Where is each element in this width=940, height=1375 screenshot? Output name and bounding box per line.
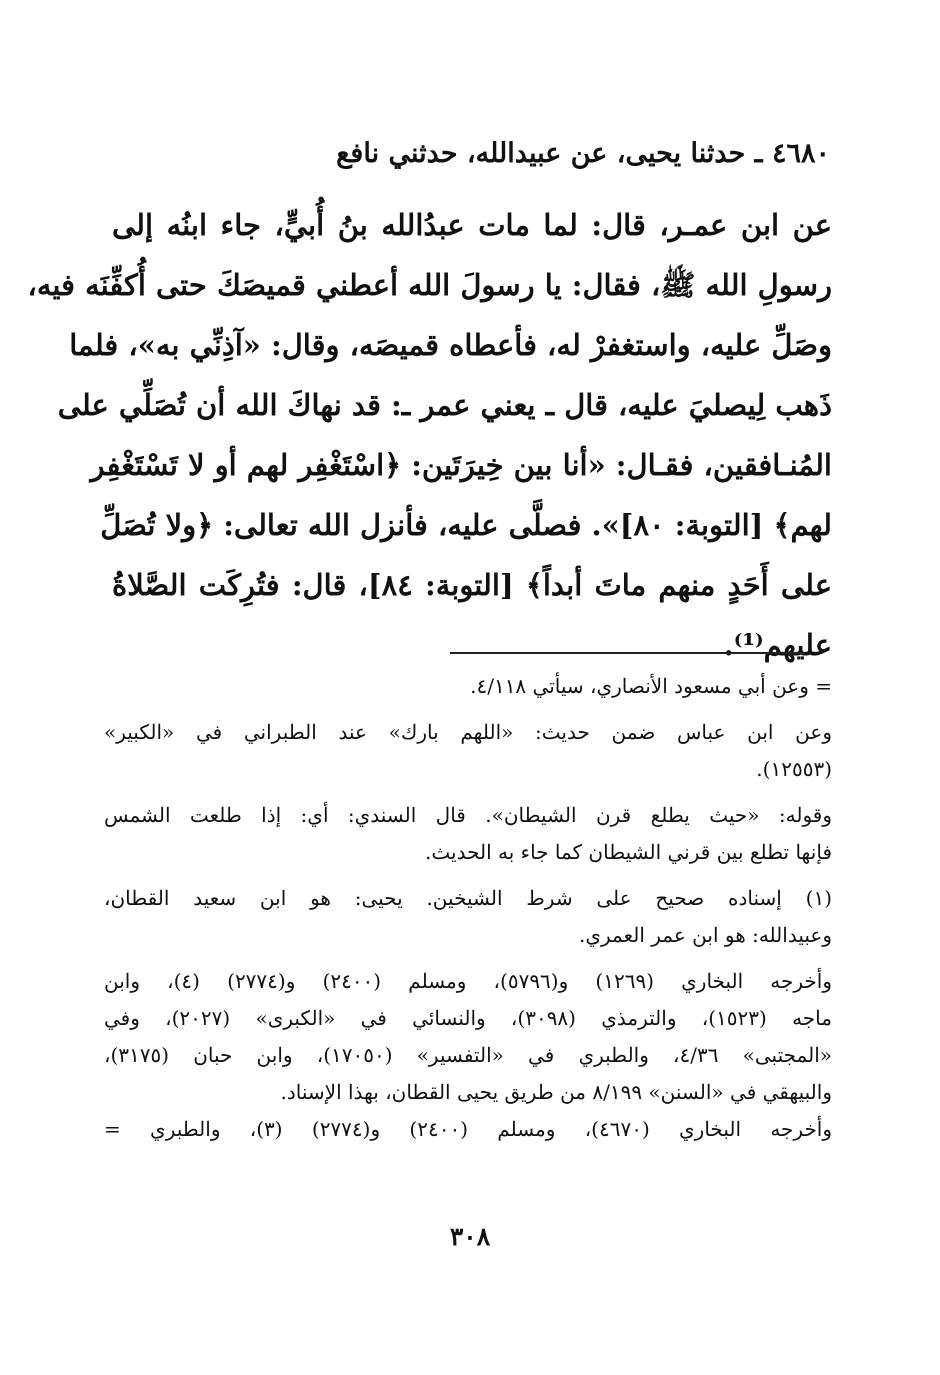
footnotes: [104, 668, 832, 1148]
main-text-line: عليهم⁽¹⁾.: [723, 628, 832, 662]
page-number: ٣٠٨: [449, 1222, 491, 1251]
footnote-line: وعن ابن عباس ضمن حديث: «اللهم بارك» عند الطبراني في «الكبير»: [104, 720, 832, 744]
main-text-line: المُنـافقين، فقـال: «أنا بين خِيرَتَين: ﴿اسْتَغْفِر لهم أو لا تَسْتَغْفِر: [90, 448, 832, 482]
footnote-line: والبيهقي في «السنن» ٨/١٩٩ من طريق يحيى القطان، بهذا الإسناد.: [280, 1080, 832, 1104]
hadith-main-text: [27, 195, 833, 675]
main-text-line: ذَهب لِيصليَ عليه، قال ـ يعني عمر ـ: قد نهاكَ الله أن تُصَلِّي على: [57, 388, 832, 422]
footnote-line: ماجه (١٥٢٣)، والترمذي (٣٠٩٨)، والنسائي في «الكبرى» (٢٠٢٧)، وفي: [104, 1006, 832, 1030]
footnote-line: (١) إسناده صحيح على شرط الشيخين. يحيى: هو ابن سعيد القطان،: [104, 886, 832, 910]
main-text-line: عن ابن عمـر، قال: لما مات عبدُالله بنُ أُبيٍّ، جاء ابنُه إلى: [112, 208, 832, 242]
footnote-line: (١٢٥٥٣).: [756, 757, 832, 781]
footnote-line: «المجتبى» ٤/٣٦، والطبري في «التفسير» (١٧٠٥٠)، وابن حبان (٣١٧٥)،: [104, 1043, 832, 1067]
footnote-separator: [450, 652, 805, 654]
footnote-line: وأخرجه البخاري (٤٦٧٠)، ومسلم (٢٤٠٠) و(٢٧٧٤) (٣)، والطبري =: [104, 1117, 833, 1141]
main-text-line: لهم﴾ [التوبة: ٨٠]». فصلَّى عليه، فأنزل الله تعالى: ﴿ولا تُصَلِّ: [100, 508, 832, 542]
footnote-line: فإنها تطلع بين قرني الشيطان كما جاء به الحديث.: [425, 840, 832, 864]
main-text-line: على أَحَدٍ منهم ماتَ أبداً﴾ [التوبة: ٨٤]، قال: فتُرِكَت الصَّلاةُ: [112, 568, 833, 602]
footnote-line: = وعن أبي مسعود الأنصاري، سيأتي ٤/١١٨.: [470, 674, 832, 698]
footnote-line: وعبيدالله: هو ابن عمر العمري.: [579, 923, 832, 947]
footnote-line: وقوله: «حيث يطلع قرن الشيطان». قال السندي: أي: إذا طلعت الشمس: [104, 803, 832, 827]
footnote-line: وأخرجه البخاري (١٢٦٩) و(٥٧٩٦)، ومسلم (٢٤٠٠) و(٢٧٧٤) (٤)، وابن: [104, 969, 833, 993]
main-text-line: وصَلِّ عليه، واستغفرْ له، فأعطاه قميصَه، وقال: «آذِنِّي به»، فلما: [69, 328, 832, 362]
main-text-line: رسولِ الله ﷺ، فقال: يا رسولَ الله أعطني قميصَكَ حتى أُكفِّنَه فيه،: [27, 268, 832, 302]
hadith-number-heading: ٤٦٨٠ ـ حدثنا يحيى، عن عبيدالله، حدثني نافع: [336, 138, 830, 169]
